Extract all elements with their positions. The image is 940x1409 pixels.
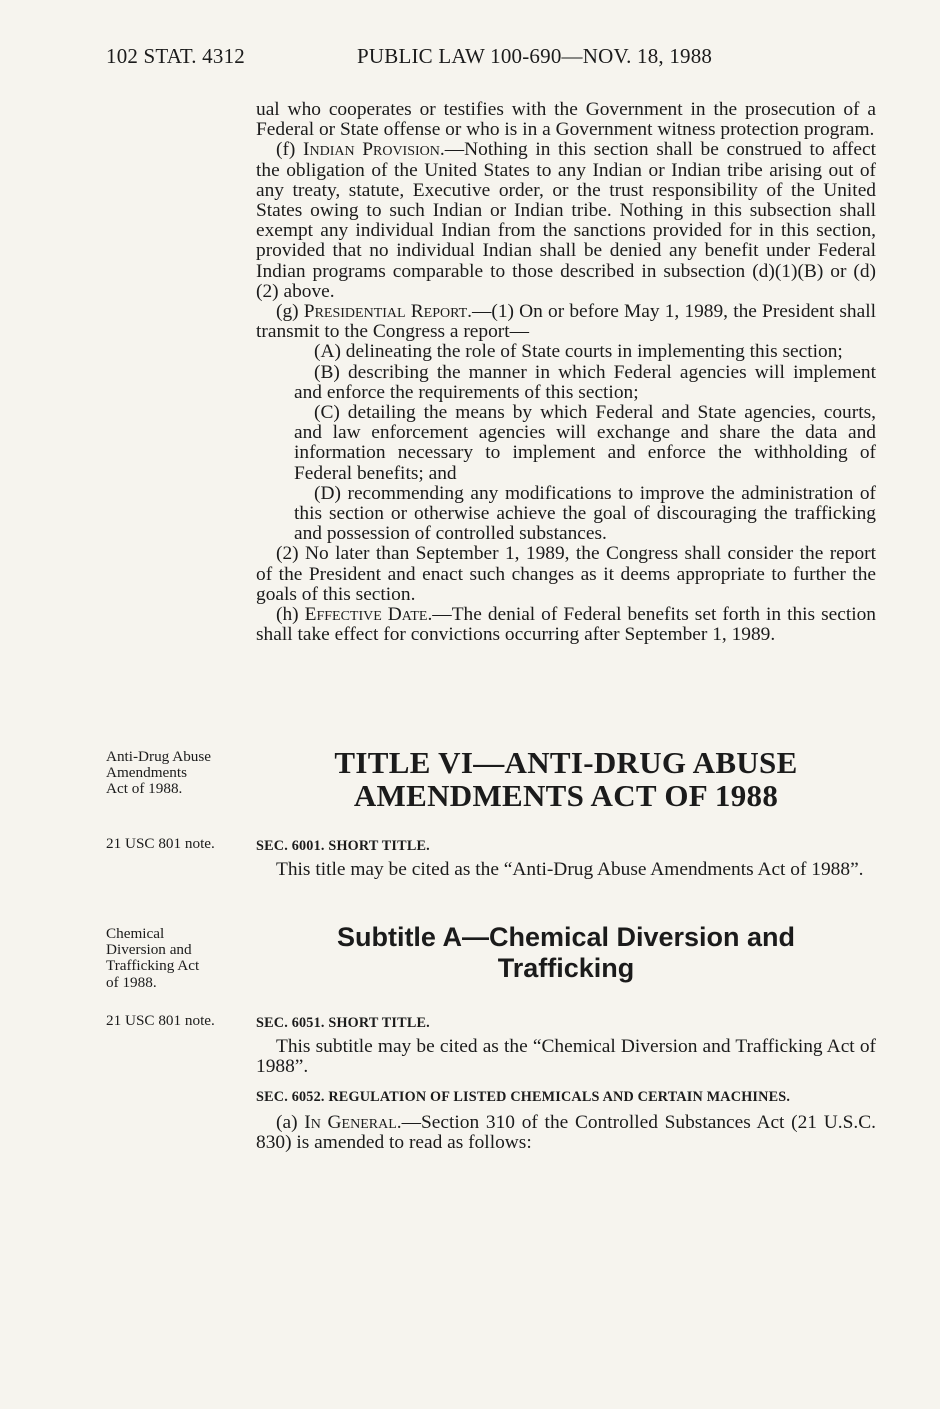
section-6052-a-text: .—Section 310 of the Controlled Substances Act (21 U.S.C. 830) is amended to read as follows: bbox=[256, 1112, 876, 1154]
section-6051-heading: SEC. 6051. SHORT TITLE. bbox=[256, 1015, 430, 1031]
margin-note-usc-citation: 21 USC 801 note. bbox=[106, 835, 215, 852]
subsection-f-label: (f) bbox=[276, 139, 296, 161]
subsection-g-text: .—(1) On or before May 1, 1989, the President shall transmit to the Congress a report— bbox=[256, 301, 876, 343]
margin-note-line: Chemical bbox=[106, 925, 165, 942]
running-header-title: PUBLIC LAW 100-690—NOV. 18, 1988 bbox=[357, 44, 713, 68]
paragraph-continuation: ual who cooperates or testifies with the Government in the prosecution of a Federal or State offense or who is in a Government witness protection program. bbox=[256, 99, 876, 141]
body-column bbox=[256, 100, 876, 645]
subsection-g-heading: Presidential Report bbox=[303, 301, 468, 323]
subsection-h-text: .—The denial of Federal benefits set forth in this section shall take effect for convictions occurring after September 1, 1989. bbox=[256, 604, 876, 646]
subtitle-a-line2: Trafficking bbox=[497, 953, 635, 983]
subsection-f-text: .—Nothing in this section shall be construed to affect the obligation of the United States to any Indian or Indian tribe arising out of any treaty, statute, Executive order, or the trust responsibility of the United States owing to such Indian or Indian tribe. Nothing in this subsection shall exempt any individual Indian from the sanctions provided for in this section, provided that no individual Indian shall be denied any benefit under Federal Indian programs comparable to those described in subsection (d)(1)(B) or (d)(2) above. bbox=[256, 139, 876, 302]
subsection-g bbox=[256, 302, 876, 342]
subsection-g-label: (g) bbox=[276, 301, 299, 323]
subsection-f bbox=[256, 140, 876, 302]
subsection-h-heading: Effective Date bbox=[304, 604, 428, 626]
title-vi-line2: AMENDMENTS ACT OF 1988 bbox=[353, 778, 779, 813]
subparagraph-d: (D) recommending any modifications to improve the administration of this section or otherwise achieve the goal of discouraging the trafficking and possession of controlled substances. bbox=[294, 482, 876, 545]
title-vi-heading bbox=[256, 746, 876, 812]
margin-note-line: Trafficking Act bbox=[106, 957, 200, 975]
section-6001-heading: SEC. 6001. SHORT TITLE. bbox=[256, 838, 430, 854]
section-6052-subsection-a bbox=[256, 1113, 876, 1153]
subsection-h bbox=[256, 605, 876, 645]
subsection-h-label: (h) bbox=[276, 604, 299, 626]
section-6052-heading: SEC. 6052. REGULATION OF LISTED CHEMICALS AND CERTAIN MACHINES. bbox=[256, 1089, 791, 1105]
subparagraph-a: (A) delineating the role of State courts in implementing this section; bbox=[314, 341, 843, 363]
subsection-f-heading: Indian Provision bbox=[303, 139, 440, 161]
margin-note-line: Act of 1988. bbox=[106, 780, 183, 798]
margin-note-subtitle-name bbox=[106, 926, 246, 991]
subparagraph-b: (B) describing the manner in which Federal agencies will implement and enforce the requirements of this section; bbox=[294, 361, 876, 403]
subparagraph-c: (C) detailing the means by which Federal and State agencies, courts, and law enforcement agencies will exchange and share the data and information necessary to implement and enforce the withholding of Federal benefits; and bbox=[294, 402, 876, 484]
subtitle-a-line1: Subtitle A—Chemical Diversion and bbox=[336, 922, 796, 952]
subtitle-a-heading bbox=[256, 922, 876, 984]
paragraph-g-2: (2) No later than September 1, 1989, the Congress shall consider the report of the President and enact such changes as it deems appropriate to further the goals of this section. bbox=[256, 543, 876, 605]
margin-note-line: Amendments bbox=[106, 764, 187, 782]
margin-note-usc-citation-2: 21 USC 801 note. bbox=[106, 1012, 215, 1029]
margin-note-line: Diversion and bbox=[106, 941, 192, 959]
section-6051-text: This subtitle may be cited as the “Chemical Diversion and Trafficking Act of 1988”. bbox=[256, 1036, 876, 1078]
margin-note-line: Anti-Drug Abuse bbox=[106, 748, 212, 765]
margin-note-act-name bbox=[106, 749, 246, 798]
section-6001-text: This title may be cited as the “Anti-Drug Abuse Amendments Act of 1988”. bbox=[276, 859, 864, 880]
section-6052-a-heading: In General bbox=[304, 1112, 397, 1133]
page-stat-number: 102 STAT. 4312 bbox=[106, 44, 245, 68]
margin-note-line: of 1988. bbox=[106, 973, 157, 991]
title-vi-line1: TITLE VI—ANTI-DRUG ABUSE bbox=[334, 745, 798, 780]
section-6052-a-label: (a) bbox=[276, 1112, 298, 1133]
